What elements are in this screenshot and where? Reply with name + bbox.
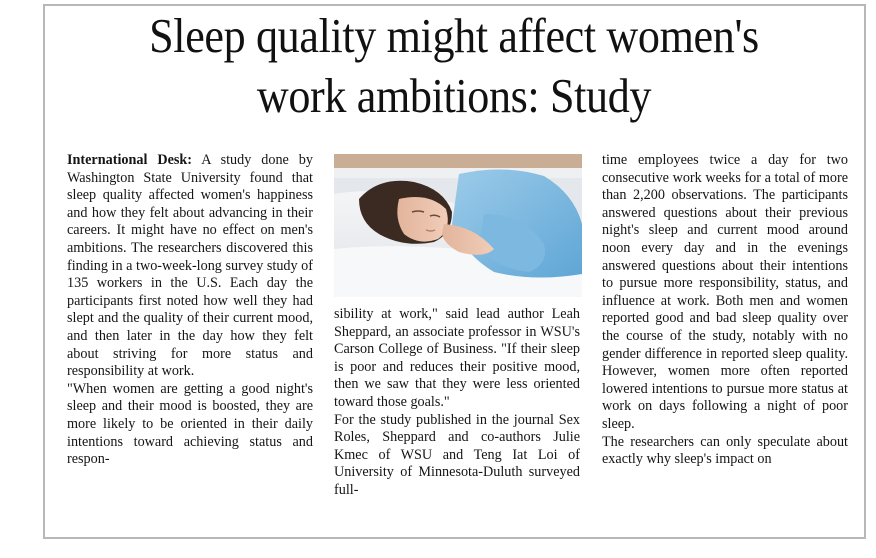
column-3	[602, 152, 848, 469]
paragraph: For the study published in the journal Sex Roles, Sheppard and co-authors Julie Kmec of WSU and Teng Iat Loi of University of Minnesota-Duluth surveyed full-	[334, 411, 580, 498]
headline	[87, 6, 821, 126]
column-1	[67, 152, 313, 469]
headline-line-2: work ambitions: Study	[256, 68, 652, 123]
paragraph	[67, 152, 313, 381]
sleeping-woman-illustration	[334, 154, 582, 297]
dateline: International Desk:	[67, 152, 193, 168]
paragraph: time employees twice a day for two consecutive work weeks for a total of more than 2,200 observations. The participants answered questions about their previous night's sleep and current mood around noon every day and in the evenings answered questions about their intentions to pursue more responsibility, status, and influence at work. Both men and women reported good and bad sleep quality over the course of the study, notably with no gender difference in reported sleep quality. However, women more often reported lowered intentions to pursue more status at work on days following a night of poor sleep.	[602, 152, 848, 432]
article-photo-sleeping-woman	[334, 154, 582, 297]
column-2	[334, 306, 580, 500]
paragraph: "When women are getting a good night's sleep and their mood is boosted, they are more likely to be oriented in their daily intentions toward achieving status and respon-	[67, 380, 313, 468]
paragraph: The researchers can only speculate about exactly why sleep's impact on	[602, 433, 848, 468]
paragraph-text: A study done by Washington State University found that sleep quality affected women's happiness and how they felt about advancing in their careers. It might have no effect on men's ambitions. The researchers discovered this finding in a two-week-long survey study of 135 workers in the U.S. Each day the participants first noted how well they had slept and the quality of their current mood, and then later in the day how they felt about striving for more status and responsibility at work.	[67, 152, 313, 380]
paragraph: sibility at work," said lead author Leah Sheppard, an associate professor in WSU's Carson College of Business. "If their sleep is poor and reduces their positive mood, then we saw that they were less oriented toward those goals."	[334, 306, 580, 410]
headline-line-1: Sleep quality might affect women's	[149, 8, 759, 63]
